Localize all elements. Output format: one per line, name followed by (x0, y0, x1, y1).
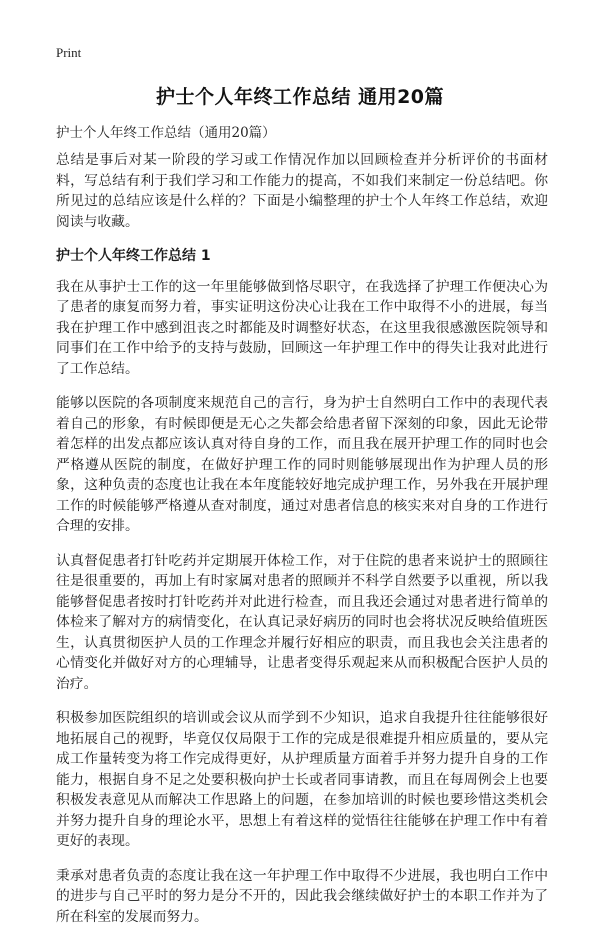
document-subtitle: 护士个人年终工作总结（通用20篇） (56, 125, 276, 141)
body-paragraph: 我在从事护士工作的这一年里能够做到恪尽职守，在我选择了护理工作便决心为了患者的康复而努力着，事实证明这份决心让我在工作中取得不小的进展，每当我在护理工作中感到沮丧之时都能及时调整好状态，在这里我很感激医院领导和同事们在工作中给予的支持与鼓励，回顾这一年护理工作中的得失让我对此进行了工作总结。 (56, 278, 548, 377)
document-body (56, 150, 548, 941)
body-paragraph: 认真督促患者打针吃药并定期展开体检工作，对于住院的患者来说护士的照顾往往是很重要的，再加上有时家属对患者的照顾并不科学自然要予以重视，所以我能够督促患者按时打针吃药并对此进行检查，而且我还会通过对患者进行简单的体检来了解对方的病情变化，在认真记录好病历的同时也会将状况反映给值班医生，认真贯彻医护人员的工作理念并履行好相应的职责，而且我也会关注患者的心情变化并做好对方的心理辅导，让患者变得乐观起来从而积极配合医护人员的治疗。 (56, 552, 548, 692)
print-link[interactable]: Print (56, 45, 82, 60)
section-heading: 护士个人年终工作总结 1 (56, 248, 211, 264)
body-paragraph: 能够以医院的各项制度来规范自己的言行，身为护士自然明白工作中的表现代表着自己的形象，有时候即便是无心之失都会给患者留下深刻的印象，因此无论带着怎样的出发点都应该认真对待自身的工作，而且我在展开护理工作的同时也会严格遵从医院的制度，在做好护理工作的同时则能够展现出作为护理人员的形象，这种负责的态度也让我在本年度能较好地完成护理工作，另外我在开展护理工作的时候能够严格遵从查对制度，通过对患者信息的核实来对自身的工作进行合理的安排。 (56, 395, 548, 534)
intro-paragraph: 总结是事后对某一阶段的学习或工作情况作加以回顾检查并分析评价的书面材料，写总结有利于我们学习和工作能力的提高，不如我们来制定一份总结吧。你所见过的总结应该是什么样的？下面是小编整理的护士个人年终工作总结，欢迎阅读与收藏。 (56, 152, 548, 230)
page-title: 护士个人年终工作总结 通用20篇 (155, 86, 445, 108)
body-paragraph: 积极参加医院组织的培训或会议从而学到不少知识，追求自我提升往往能够很好地拓展自己的视野，毕竟仅仅局限于工作的完成是很难提升相应质量的，要从完成工作量转变为将工作完成得更好，从护理质量方面着手并努力提升自身的工作能力，根据自身不足之处要积极向护士长或者同事请教，而且在每周例会上也要积极发表意见从而解决工作思路上的问题，在参加培训的时候也要珍惜这类机会并努力提升自身的理论水平，思想上有着这样的觉悟往往能够在护理工作中有着更好的表现。 (56, 710, 548, 849)
body-paragraph: 秉承对患者负责的态度让我在这一年护理工作中取得不少进展，我也明白工作中的进步与自己平时的努力是分不开的，因此我会继续做好护士的本职工作并为了所在科室的发展而努力。 (56, 867, 548, 925)
